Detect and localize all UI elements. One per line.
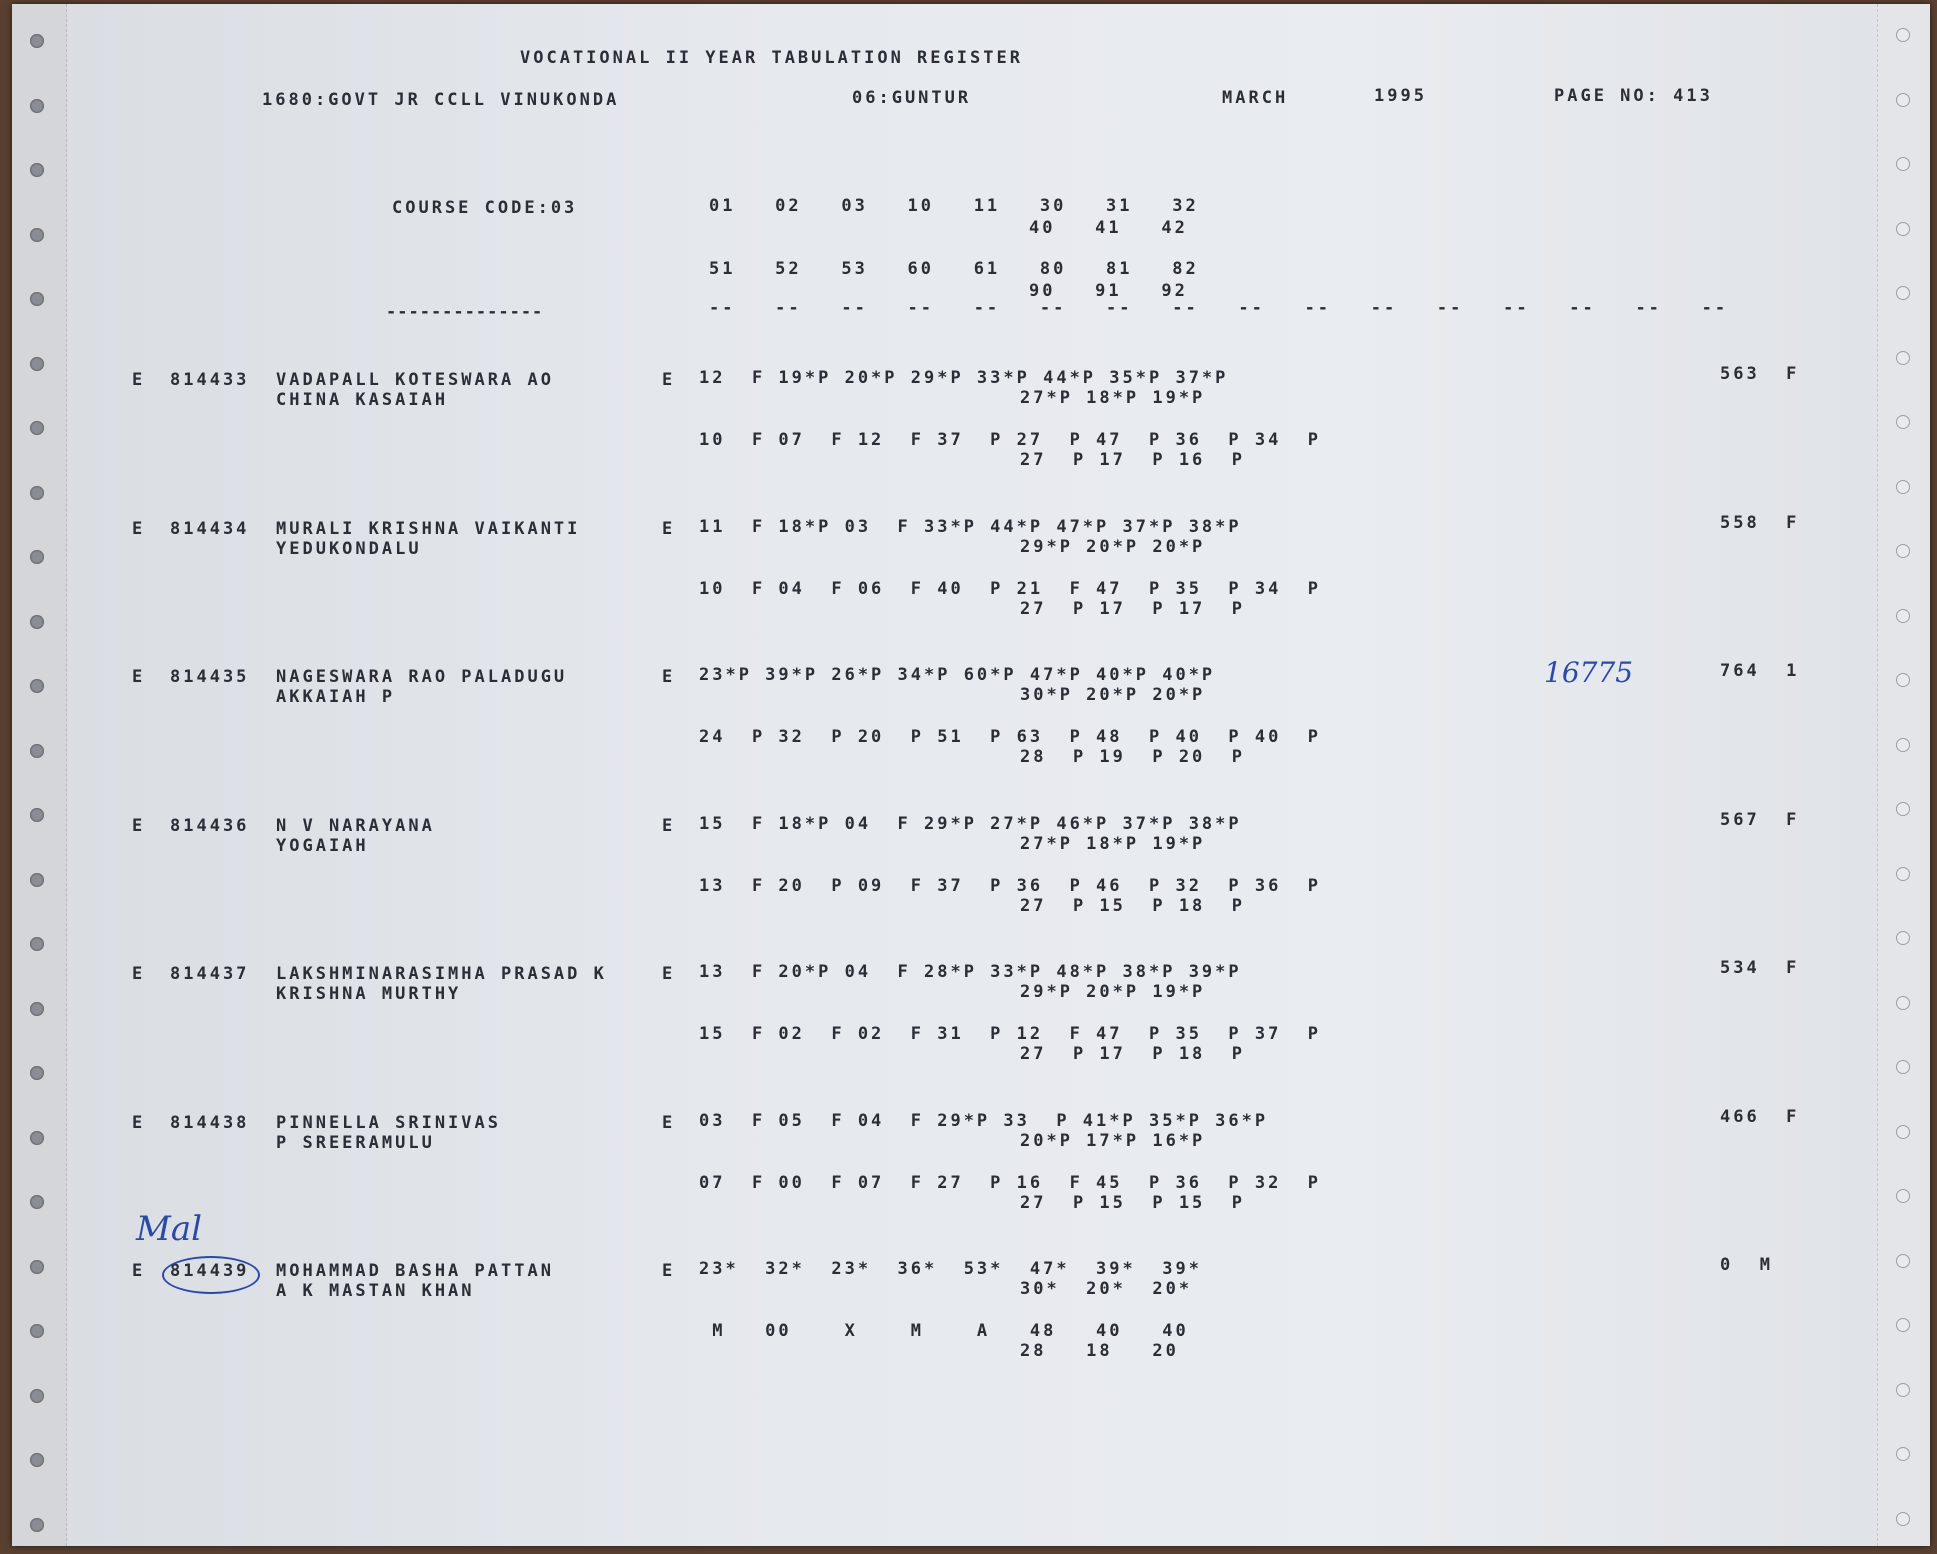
sprocket-hole (30, 292, 44, 306)
page-number: PAGE NO: 413 (1554, 86, 1713, 106)
sprocket-hole (1896, 1125, 1910, 1139)
marks-row1: 13 F 20*P 04 F 28*P 33*P 48*P 38*P 39*P (699, 962, 1242, 982)
marks-row1b: 20*P 17*P 16*P (1020, 1130, 1206, 1151)
sprocket-hole (1896, 1512, 1910, 1526)
sprocket-hole (30, 1195, 44, 1209)
sprocket-hole (1896, 1318, 1910, 1332)
marks-row1b: 30*P 20*P 20*P (1020, 685, 1206, 705)
father-name: P SREERAMULU (276, 1132, 435, 1153)
marks-row2b: 27 P 17 P 16 P (1020, 450, 1245, 470)
sprocket-hole (30, 421, 44, 435)
candidate-name: LAKSHMINARASIMHA PRASAD K (276, 964, 607, 984)
marks-row1: 11 F 18*P 03 F 33*P 44*P 47*P 37*P 38*P (699, 516, 1242, 537)
sprocket-hole (1896, 673, 1910, 687)
roll-number: 814437 (170, 964, 250, 984)
sprocket-hole (1896, 351, 1910, 365)
marks-row1: 03 F 05 F 04 F 29*P 33 P 41*P 35*P 36*P (699, 1110, 1269, 1131)
sprocket-hole (1896, 480, 1910, 494)
candidate-name: N V NARAYANA (276, 815, 435, 836)
sprocket-hole (1896, 1447, 1910, 1461)
exam-marker: E (662, 1112, 676, 1133)
roll-number: 814436 (170, 815, 250, 836)
sprocket-hole (30, 873, 44, 887)
sprocket-hole (30, 1324, 44, 1338)
record-flag: E (132, 815, 146, 836)
marks-row2b: 27 P 17 P 18 P (1020, 1044, 1245, 1064)
father-name: YEDUKONDALU (276, 538, 422, 559)
sprocket-hole (30, 486, 44, 500)
sprocket-hole (30, 228, 44, 242)
sprocket-hole (1896, 157, 1910, 171)
marks-row2b: 28 P 19 P 20 P (1020, 747, 1245, 767)
sprocket-hole (1896, 1254, 1910, 1268)
marks-row1: 23*P 39*P 26*P 34*P 60*P 47*P 40*P 40*P (699, 665, 1216, 685)
marks-row1b: 27*P 18*P 19*P (1020, 388, 1206, 408)
subject-codes-row2b: 90 91 92 (1029, 281, 1188, 301)
sprocket-hole (1896, 931, 1910, 945)
sprocket-hole (1896, 28, 1910, 42)
sprocket-hole (30, 1066, 44, 1080)
record-flag: E (132, 964, 146, 984)
sprocket-hole (30, 1518, 44, 1532)
sprocket-hole (30, 1453, 44, 1467)
sprocket-hole (30, 808, 44, 822)
course-code: COURSE CODE:03 (392, 198, 578, 218)
sprocket-hole (1896, 1383, 1910, 1397)
sprocket-hole (1896, 544, 1910, 558)
record-flag: E (132, 370, 146, 390)
marks-row1: 23* 32* 23* 36* 53* 47* 39* 39* (699, 1259, 1202, 1279)
sprocket-hole (30, 937, 44, 951)
marks-row2: 13 F 20 P 09 F 37 P 36 P 46 P 32 P 36 P (699, 875, 1322, 896)
total-result: 567 F (1720, 809, 1800, 830)
sprocket-hole (30, 679, 44, 693)
candidate-name: MURALI KRISHNA VAIKANTI (276, 518, 581, 539)
marks-row2: 15 F 02 F 02 F 31 P 12 F 47 P 35 P 37 P (699, 1024, 1322, 1044)
marks-row2: 10 F 07 F 12 F 37 P 27 P 47 P 36 P 34 P (699, 430, 1322, 450)
sprocket-hole (1896, 802, 1910, 816)
marks-row2b: 27 P 17 P 17 P (1020, 598, 1245, 619)
marks-row1b: 29*P 20*P 19*P (1020, 982, 1206, 1002)
roll-number-circle (162, 1256, 260, 1294)
total-result: 563 F (1720, 364, 1800, 384)
roll-number: 814433 (170, 370, 250, 390)
marks-row1b: 27*P 18*P 19*P (1020, 833, 1206, 854)
tabulation-sheet (12, 4, 1930, 1546)
sprocket-hole (30, 1131, 44, 1145)
sprocket-hole (30, 163, 44, 177)
marks-row2: 24 P 32 P 20 P 51 P 63 P 48 P 40 P 40 P (699, 727, 1322, 747)
handwritten-initials: Mal (136, 1209, 202, 1249)
total-result: 466 F (1720, 1106, 1800, 1127)
candidate-name: VADAPALL KOTESWARA AO (276, 370, 554, 390)
marks-row1: 15 F 18*P 04 F 29*P 27*P 46*P 37*P 38*P (699, 813, 1242, 834)
college-name: 1680:GOVT JR CCLL VINUKONDA (262, 90, 620, 110)
course-code-underline: -------------- (386, 302, 544, 322)
exam-marker: E (662, 518, 676, 539)
marks-row1b: 30* 20* 20* (1020, 1279, 1193, 1299)
handwritten-number: 16775 (1544, 656, 1634, 689)
roll-number: 814435 (170, 667, 250, 687)
sprocket-hole (1896, 1060, 1910, 1074)
sprocket-hole (30, 550, 44, 564)
sprocket-hole (1896, 609, 1910, 623)
total-result: 0 M (1720, 1255, 1773, 1275)
marks-row1: 12 F 19*P 20*P 29*P 33*P 44*P 35*P 37*P (699, 368, 1229, 388)
sprocket-hole (1896, 867, 1910, 881)
roll-number: 814434 (170, 518, 250, 539)
exam-marker: E (662, 964, 676, 984)
father-name: YOGAIAH (276, 835, 369, 856)
candidate-name: NAGESWARA RAO PALADUGU (276, 667, 568, 687)
sprocket-hole (1896, 1189, 1910, 1203)
sprocket-hole (30, 99, 44, 113)
sprocket-hole (1896, 93, 1910, 107)
candidate-name: MOHAMMAD BASHA PATTAN (276, 1261, 554, 1281)
marks-row2b: 27 P 15 P 15 P (1020, 1192, 1245, 1213)
exam-marker: E (662, 667, 676, 687)
total-result: 534 F (1720, 958, 1800, 978)
marks-row2: 07 F 00 F 07 F 27 P 16 F 45 P 36 P 32 P (699, 1172, 1322, 1193)
sprocket-hole (30, 615, 44, 629)
marks-row2: M 00 X M A 48 40 40 (699, 1321, 1189, 1341)
marks-row2b: 28 18 20 (1020, 1341, 1179, 1361)
sprocket-hole (1896, 738, 1910, 752)
sprocket-hole (30, 34, 44, 48)
father-name: A K MASTAN KHAN (276, 1281, 475, 1301)
marks-row2: 10 F 04 F 06 F 40 P 21 F 47 P 35 P 34 P (699, 578, 1322, 599)
sprocket-hole (30, 357, 44, 371)
marks-row2b: 27 P 15 P 18 P (1020, 895, 1245, 916)
sprocket-hole (1896, 286, 1910, 300)
father-name: AKKAIAH P (276, 687, 396, 707)
exam-marker: E (662, 370, 676, 390)
total-result: 764 1 (1720, 661, 1800, 681)
record-flag: E (132, 1112, 146, 1133)
exam-year: 1995 (1374, 86, 1427, 106)
subject-codes-row2: 51 52 53 60 61 80 81 82 (709, 259, 1199, 279)
record-flag: E (132, 1261, 146, 1281)
roll-number: 814439 (170, 1261, 250, 1281)
father-name: CHINA KASAIAH (276, 390, 449, 410)
exam-marker: E (662, 815, 676, 836)
record-flag: E (132, 667, 146, 687)
sprocket-hole (30, 744, 44, 758)
register-title: VOCATIONAL II YEAR TABULATION REGISTER (520, 48, 1023, 68)
exam-month: MARCH (1222, 88, 1289, 108)
marks-row1b: 29*P 20*P 20*P (1020, 536, 1206, 557)
sprocket-hole (1896, 415, 1910, 429)
record-flag: E (132, 518, 146, 539)
father-name: KRISHNA MURTHY (276, 984, 462, 1004)
exam-marker: E (662, 1261, 676, 1281)
sprocket-hole (1896, 222, 1910, 236)
sprocket-hole (30, 1002, 44, 1016)
candidate-name: PINNELLA SRINIVAS (276, 1112, 501, 1133)
district-name: 06:GUNTUR (852, 88, 972, 108)
sprocket-hole (30, 1389, 44, 1403)
roll-number: 814438 (170, 1112, 250, 1133)
sprocket-hole (30, 1260, 44, 1274)
sprocket-hole (1896, 996, 1910, 1010)
column-dashes: -- -- -- -- -- -- -- -- -- -- -- -- -- -- -- -- (709, 298, 1729, 318)
subject-codes-row1b: 40 41 42 (1029, 218, 1188, 238)
total-result: 558 F (1720, 512, 1800, 533)
subject-codes-row1: 01 02 03 10 11 30 31 32 (709, 196, 1199, 216)
